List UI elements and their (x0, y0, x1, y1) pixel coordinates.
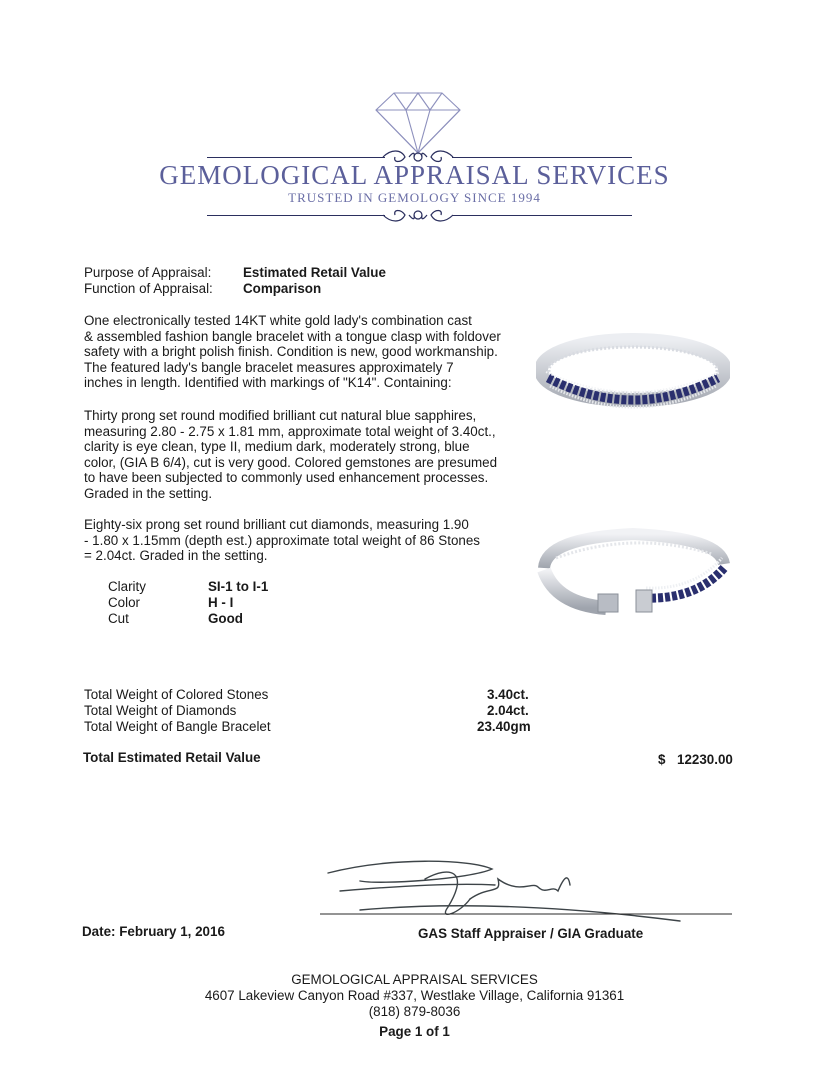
retail-value-label: Total Estimated Retail Value (83, 750, 261, 765)
description-line: One electronically tested 14KT white gold lady's combination cast (84, 313, 472, 328)
footer-phone: (818) 879-8036 (368, 1004, 461, 1019)
description-line: The featured lady's bangle bracelet measures approximately 7 (84, 359, 454, 375)
sapphire-line: Thirty prong set round modified brilliant cut natural blue sapphires, (84, 408, 477, 423)
sapphire-description (84, 408, 534, 501)
bottom-flourish-icon (373, 205, 463, 225)
appraisal-date: Date: February 1, 2016 (82, 924, 225, 939)
sapphire-line: color, (GIA B 6/4), cut is very good. Colored gemstones are presumed (84, 454, 498, 470)
footer-address: 4607 Lakeview Canyon Road #337, Westlake Village, California 91361 (204, 988, 625, 1003)
retail-currency: $ (658, 752, 666, 767)
item-description (84, 313, 524, 391)
total-label-bracelet: Total Weight of Bangle Bracelet (84, 719, 271, 734)
diamond-line: - 1.80 x 1.15mm (depth est.) approximate total weight of 86 Stones (84, 532, 480, 548)
total-value-bracelet: 23.40gm (477, 719, 531, 734)
description-line: inches in length. Identified with markings of "K14". Containing: (84, 375, 452, 390)
sapphire-line: Graded in the setting. (84, 485, 213, 501)
function-label: Function of Appraisal: (84, 281, 213, 296)
grade-value-clarity: SI-1 to I-1 (208, 579, 269, 594)
diamond-description (84, 517, 524, 564)
grade-value-color: H - I (208, 595, 234, 610)
purpose-label: Purpose of Appraisal: (84, 265, 212, 280)
header-rule-bottom-right (452, 215, 632, 216)
function-value: Comparison (243, 281, 322, 296)
sapphire-line: to have been subjected to commonly used enhancement processes. (84, 470, 489, 485)
grade-value-cut: Good (208, 611, 243, 626)
description-line: safety with a bright polish finish. Condition is new, good workmanship. (84, 344, 498, 359)
appraiser-signature (320, 855, 740, 935)
sapphire-line: measuring 2.80 - 2.75 x 1.81 mm, approximate total weight of 3.40ct., (84, 423, 496, 439)
bracelet-photo-open (536, 528, 730, 618)
total-label-colored-stones: Total Weight of Colored Stones (84, 687, 269, 702)
total-label-diamonds: Total Weight of Diamonds (84, 703, 237, 718)
diamond-line: Eighty-six prong set round brilliant cut diamonds, measuring 1.90 (84, 517, 469, 532)
grade-label-clarity: Clarity (108, 579, 146, 594)
grade-label-color: Color (108, 595, 140, 610)
footer-company: GEMOLOGICAL APPRAISAL SERVICES (291, 972, 538, 987)
page-number: Page 1 of 1 (379, 1024, 450, 1039)
total-value-diamonds: 2.04ct. (487, 703, 529, 718)
sapphire-line: clarity is eye clean, type II, medium dark, moderately strong, blue (84, 439, 470, 454)
header-rule-top-left (207, 157, 385, 158)
purpose-value: Estimated Retail Value (243, 265, 386, 280)
appraiser-title: GAS Staff Appraiser / GIA Graduate (418, 926, 644, 941)
org-title: GEMOLOGICAL APPRAISAL SERVICES (159, 160, 670, 190)
header-rule-bottom-left (207, 215, 385, 216)
bracelet-photo-closed (536, 330, 730, 418)
header-rule-top-right (452, 157, 632, 158)
grade-label-cut: Cut (108, 611, 129, 626)
description-line: & assembled fashion bangle bracelet with a tongue clasp with foldover (84, 328, 501, 344)
total-value-colored-stones: 3.40ct. (487, 687, 529, 702)
org-tagline: TRUSTED IN GEMOLOGY SINCE 1994 (288, 190, 541, 205)
diamond-line: = 2.04ct. Graded in the setting. (84, 548, 268, 563)
retail-amount: 12230.00 (677, 752, 733, 767)
